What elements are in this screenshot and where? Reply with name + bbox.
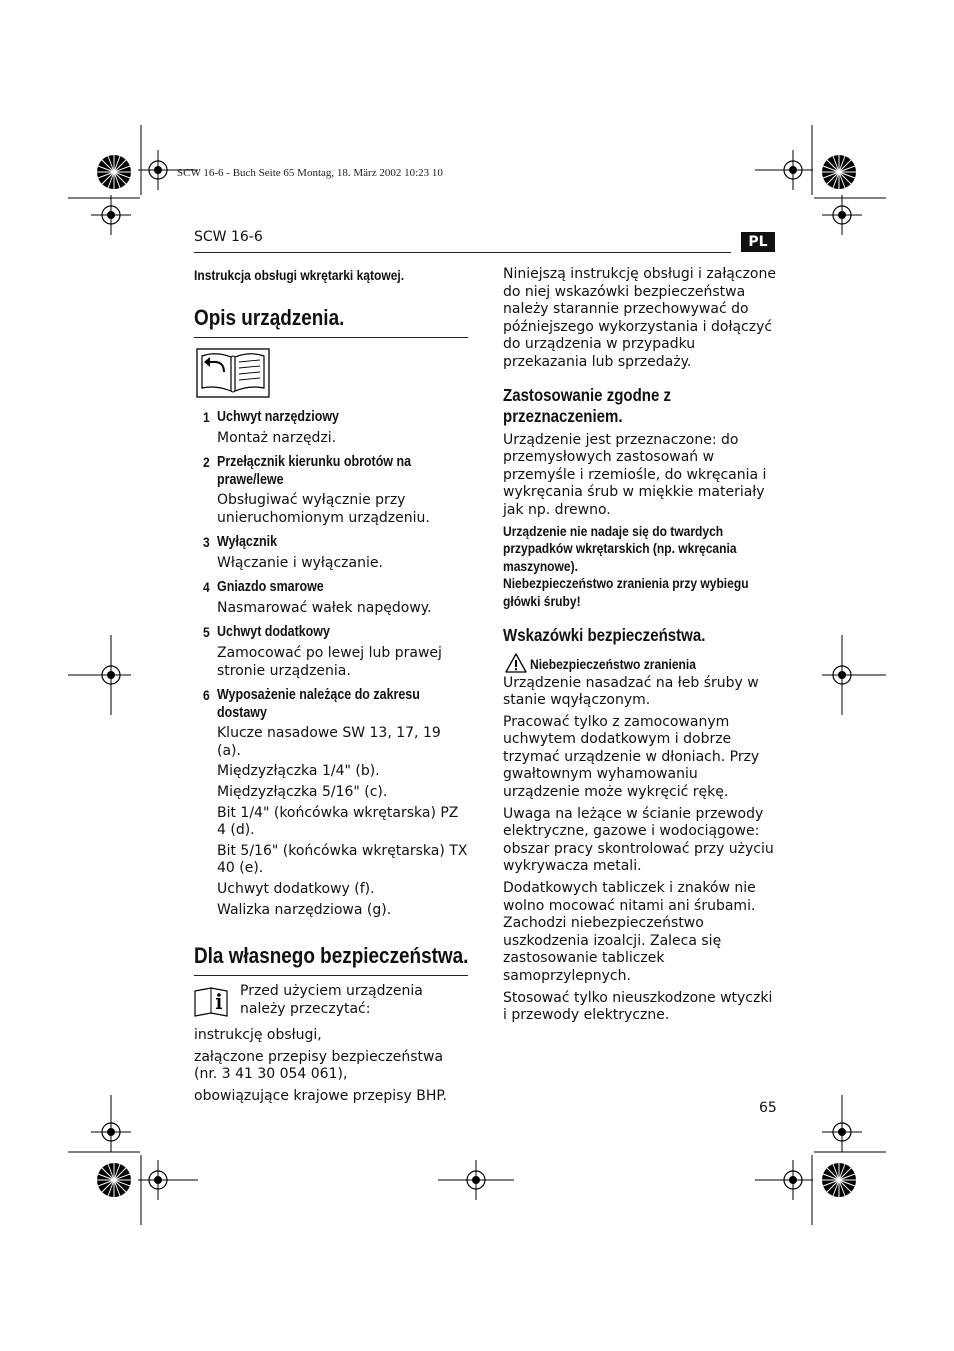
item-title: Przełącznik kierunku obrotów na prawe/lewe	[217, 454, 412, 488]
list-item	[194, 409, 468, 447]
item-title: Gniazdo smarowe	[217, 579, 324, 596]
left-column	[194, 267, 468, 1105]
list-item	[194, 579, 468, 617]
page-number: 65	[759, 1100, 777, 1116]
item-title: Uchwyt narzędziowy	[217, 409, 339, 425]
item-title: Uchwyt dodatkowy	[217, 624, 330, 641]
storage-note: Niniejszą instrukcję obsługi i załączone do niej wskazówki bezpieczeństwa należy starannie przechowywać do późniejszego wykorzystania i dołączyć do urządzenia w przypadku przekazania lub sprzedaży.	[503, 266, 776, 370]
manual-intro-title: Instrukcja obsługi wkrętarki kątowej.	[194, 267, 405, 283]
warning-triangle-icon	[505, 653, 527, 677]
accessory-item: Bit 5/16" (końcówka wkrętarska) TX 40 (e).	[217, 842, 468, 877]
warning-heading	[503, 656, 777, 672]
list-item	[194, 454, 468, 527]
safety-paragraph: Pracować tylko z zamocowanym uchwytem dodatkowym i dobrze trzymać urządzenie w dłoniach. Przy gwałtownym wyhamowaniu urządzenie może wykręcić rękę.	[503, 713, 760, 801]
info-text: Przed użyciem urządzenia należy przeczytać:	[240, 983, 423, 1017]
list-item	[194, 624, 468, 680]
accessory-item: Międzyzłączka 1/4" (b).	[217, 763, 380, 780]
item-description: Włączanie i wyłączanie.	[217, 554, 383, 571]
section-title-safety-instructions: Wskazówki bezpieczeństwa.	[503, 624, 706, 645]
open-book-icon	[196, 348, 468, 402]
injury-warning-note: Niebezpieczeństwo zranienia przy wybiegu główki śruby!	[503, 575, 749, 609]
right-column	[503, 266, 777, 1025]
accessory-item: Uchwyt dodatkowy (f).	[217, 880, 375, 897]
item-number: 1	[203, 409, 210, 425]
not-suitable-note: Urządzenie nie nadaje się do twardych przypadków wkrętarskich (np. wkręcania maszynowe).	[503, 522, 737, 574]
section-title-own-safety: Dla własnego bezpieczeństwa.	[194, 943, 469, 969]
info-list-item: obowiązujące krajowe przepisy BHP.	[194, 1087, 448, 1104]
accessory-item: Bit 1/4" (końcówka wkrętarska) PZ 4 (d).	[217, 804, 459, 839]
header-divider	[194, 252, 731, 253]
accessory-item: Walizka narzędziowa (g).	[217, 901, 392, 918]
section-divider	[194, 975, 468, 976]
list-item	[194, 687, 468, 760]
info-manual-icon	[194, 987, 228, 1021]
item-description: Montaż narzędzi.	[217, 429, 337, 446]
section-title-intended-use: Zastosowanie zgodne z przeznaczeniem.	[503, 384, 672, 426]
safety-paragraph: Urządzenie nasadzać na łeb śruby w stanie wqyłączonym.	[503, 674, 759, 709]
item-title: Wyposażenie należące do zakresu dostawy	[217, 687, 420, 721]
item-number: 4	[203, 579, 210, 596]
safety-paragraph: Dodatkowych tabliczek i znaków nie wolno mocować nitami ani śrubami. Zachodzi niebezpieczeństwo uszkodzenia izoalcji. Zaleca się zastosowanie tabliczek samoprzylepnych.	[503, 880, 756, 984]
item-description: Obsługiwać wyłącznie przy unieruchomionym urządzeniu.	[217, 492, 430, 526]
print-metadata: SCW 16-6 - Buch Seite 65 Montag, 18. März 2002 10:23 10	[177, 167, 443, 179]
list-item	[194, 534, 468, 572]
item-title: Wyłącznik	[217, 534, 278, 551]
header-model-title: SCW 16-6	[194, 229, 263, 245]
item-description: Klucze nasadowe SW 13, 17, 19 (a).	[217, 725, 441, 759]
item-number: 2	[203, 454, 210, 471]
accessory-item: Międzyzłączka 5/16" (c).	[217, 783, 388, 800]
intended-use-text: Urządzenie jest przeznaczone: do przemysłowych zastosowań w przemyśle i rzemiośle, do wkręcania i wykręcania śrub w miękkie materiały jak np. drewno.	[503, 431, 767, 518]
section-title-device-description: Opis urządzenia.	[194, 305, 345, 330]
item-description: Nasmarować wałek napędowy.	[217, 599, 432, 616]
item-number: 5	[203, 624, 210, 641]
language-badge: PL	[741, 232, 775, 252]
info-list-item: załączone przepisy bezpieczeństwa (nr. 3 41 30 054 061),	[194, 1048, 444, 1083]
item-description: Zamocować po lewej lub prawej stronie urządzenia.	[217, 644, 442, 679]
info-note	[194, 983, 468, 1023]
warning-label: Niebezpieczeństwo zranienia	[530, 655, 696, 672]
parts-list	[194, 409, 468, 919]
item-number: 3	[203, 534, 210, 551]
safety-paragraph: Stosować tylko nieuszkodzone wtyczki i przewody elektryczne.	[503, 989, 773, 1024]
section-divider	[194, 337, 468, 338]
item-number: 6	[203, 687, 210, 704]
info-list-item: instrukcję obsługi,	[194, 1027, 322, 1044]
safety-paragraph: Uwaga na leżące w ścianie przewody elektryczne, gazowe i wodociągowe: obszar pracy skontrolować przy użyciu wykrywacza metali.	[503, 805, 774, 875]
